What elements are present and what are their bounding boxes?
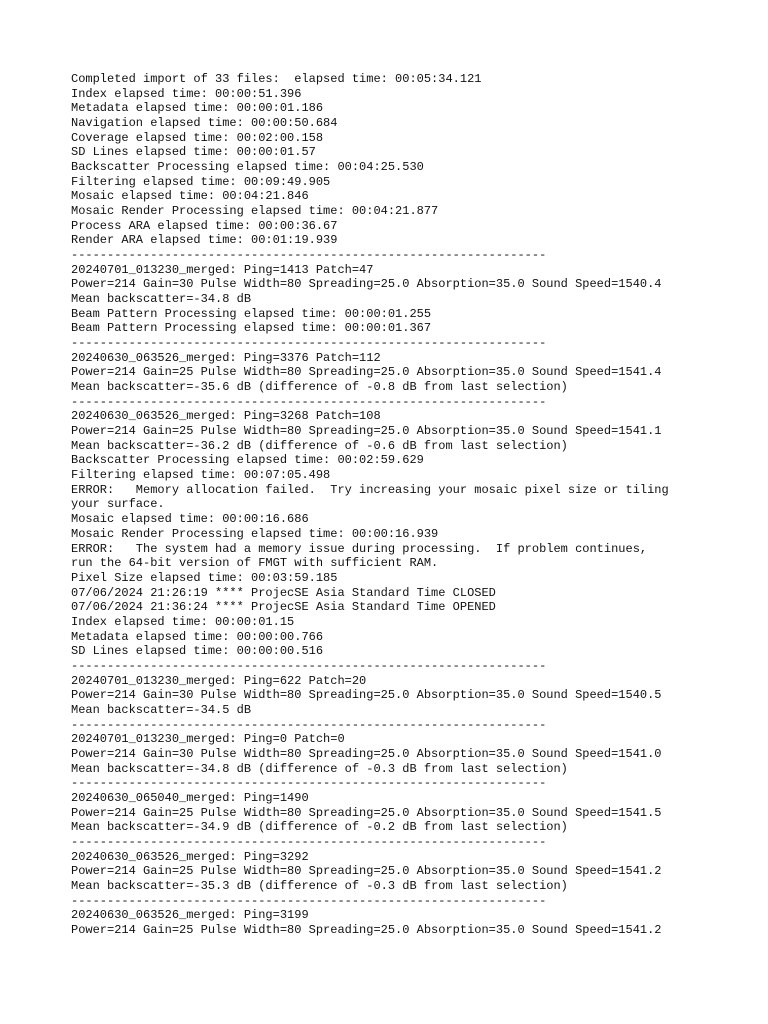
log-line: Backscatter Processing elapsed time: 00:04:25.530: [71, 160, 424, 175]
log-line: your surface.: [71, 497, 165, 512]
log-line: Power=214 Gain=25 Pulse Width=80 Spreading=25.0 Absorption=35.0 Sound Speed=1541.5: [71, 805, 662, 820]
log-separator: ------------------------------------------------------------------: [71, 658, 547, 673]
log-line: Mean backscatter=-34.8 dB (difference of -0.3 dB from last selection): [71, 761, 568, 776]
log-line: Mean backscatter=-34.5 dB: [71, 702, 252, 717]
log-line: 07/06/2024 21:36:24 **** ProjecSE Asia Standard Time OPENED: [71, 600, 496, 615]
log-line: Power=214 Gain=25 Pulse Width=80 Spreading=25.0 Absorption=35.0 Sound Speed=1541.1: [71, 424, 662, 439]
log-separator: ------------------------------------------------------------------: [71, 834, 547, 849]
log-line: Beam Pattern Processing elapsed time: 00:00:01.255: [71, 306, 432, 321]
log-line: Power=214 Gain=30 Pulse Width=80 Spreading=25.0 Absorption=35.0 Sound Speed=1541.0: [71, 746, 662, 761]
log-line: Index elapsed time: 00:00:01.15: [71, 614, 295, 629]
log-line: Mean backscatter=-35.3 dB (difference of -0.3 dB from last selection): [71, 878, 568, 893]
log-line: Mosaic elapsed time: 00:04:21.846: [71, 189, 309, 204]
log-line: SD Lines elapsed time: 00:00:01.57: [71, 145, 316, 160]
log-file-header: 20240630_063526_merged: Ping=3376 Patch=112: [71, 350, 381, 365]
log-separator: ------------------------------------------------------------------: [71, 893, 547, 908]
log-line: Process ARA elapsed time: 00:00:36.67: [71, 218, 338, 233]
log-line: run the 64-bit version of FMGT with sufficient RAM.: [71, 556, 439, 571]
log-line: Index elapsed time: 00:00:51.396: [71, 86, 302, 101]
log-separator: ------------------------------------------------------------------: [71, 717, 547, 732]
log-line: Filtering elapsed time: 00:09:49.905: [71, 174, 331, 189]
log-line: Pixel Size elapsed time: 00:03:59.185: [71, 570, 338, 585]
log-line: Mean backscatter=-34.9 dB (difference of -0.2 dB from last selection): [71, 820, 568, 835]
log-line: Mosaic Render Processing elapsed time: 00:00:16.939: [71, 526, 439, 541]
log-line: Power=214 Gain=25 Pulse Width=80 Spreading=25.0 Absorption=35.0 Sound Speed=1541.2: [71, 864, 662, 879]
log-file-header: 20240630_063526_merged: Ping=3268 Patch=108: [71, 409, 381, 424]
log-line: Navigation elapsed time: 00:00:50.684: [71, 116, 338, 131]
log-line: Mean backscatter=-36.2 dB (difference of -0.6 dB from last selection): [71, 438, 568, 453]
log-line: Power=214 Gain=30 Pulse Width=80 Spreading=25.0 Absorption=35.0 Sound Speed=1540.4: [71, 277, 662, 292]
log-line: Power=214 Gain=30 Pulse Width=80 Spreading=25.0 Absorption=35.0 Sound Speed=1540.5: [71, 688, 662, 703]
log-line: Metadata elapsed time: 00:00:01.186: [71, 101, 324, 116]
log-file-header: 20240701_013230_merged: Ping=1413 Patch=47: [71, 262, 374, 277]
log-line: 07/06/2024 21:26:19 **** ProjecSE Asia Standard Time CLOSED: [71, 585, 496, 600]
log-file-header: 20240701_013230_merged: Ping=0 Patch=0: [71, 732, 345, 747]
log-file-header: 20240630_065040_merged: Ping=1490: [71, 790, 309, 805]
log-separator: ------------------------------------------------------------------: [71, 336, 547, 351]
log-separator: ------------------------------------------------------------------: [71, 394, 547, 409]
processing-log: [71, 72, 711, 938]
log-separator: ------------------------------------------------------------------: [71, 776, 547, 791]
log-line: Backscatter Processing elapsed time: 00:02:59.629: [71, 453, 424, 468]
log-line: Metadata elapsed time: 00:00:00.766: [71, 629, 324, 644]
log-line: Beam Pattern Processing elapsed time: 00:00:01.367: [71, 321, 432, 336]
log-line: Completed import of 33 files: elapsed time: 00:05:34.121: [71, 72, 482, 86]
log-error-line: ERROR: The system had a memory issue during processing. If problem continues,: [71, 541, 648, 556]
log-line: Power=214 Gain=25 Pulse Width=80 Spreading=25.0 Absorption=35.0 Sound Speed=1541.2: [71, 922, 662, 937]
log-error-line: ERROR: Memory allocation failed. Try increasing your mosaic pixel size or tiling: [71, 482, 669, 497]
log-file-header: 20240630_063526_merged: Ping=3199: [71, 908, 309, 923]
log-line: Mean backscatter=-35.6 dB (difference of -0.8 dB from last selection): [71, 380, 568, 395]
log-separator: ------------------------------------------------------------------: [71, 248, 547, 263]
log-line: Mosaic Render Processing elapsed time: 00:04:21.877: [71, 204, 439, 219]
log-line: Coverage elapsed time: 00:02:00.158: [71, 130, 324, 145]
log-line: Render ARA elapsed time: 00:01:19.939: [71, 233, 338, 248]
log-file-header: 20240701_013230_merged: Ping=622 Patch=20: [71, 673, 367, 688]
log-file-header: 20240630_063526_merged: Ping=3292: [71, 849, 309, 864]
log-line: Filtering elapsed time: 00:07:05.498: [71, 468, 331, 483]
log-line: Mean backscatter=-34.8 dB: [71, 292, 252, 307]
log-line: Mosaic elapsed time: 00:00:16.686: [71, 512, 309, 527]
log-line: Power=214 Gain=25 Pulse Width=80 Spreading=25.0 Absorption=35.0 Sound Speed=1541.4: [71, 365, 662, 380]
log-line: SD Lines elapsed time: 00:00:00.516: [71, 644, 324, 659]
